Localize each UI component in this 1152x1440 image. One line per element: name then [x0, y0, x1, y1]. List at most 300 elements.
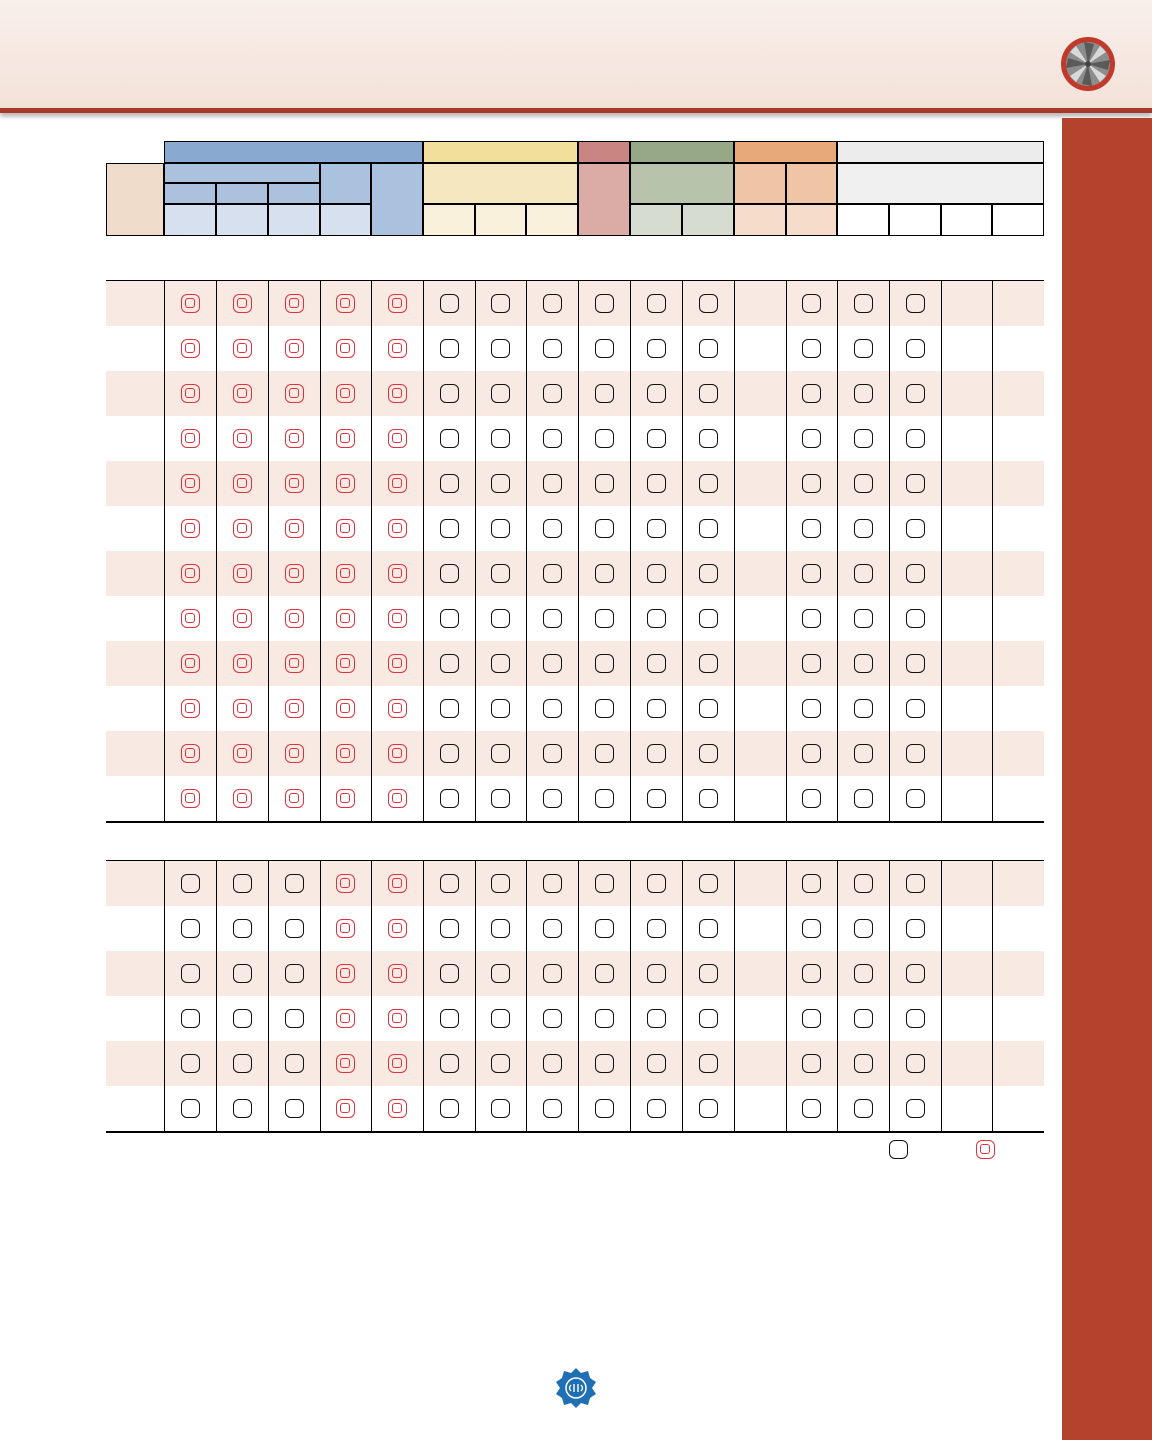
double-rounded-square-icon — [285, 519, 304, 538]
table-row — [106, 996, 1044, 1041]
end-mill-cutter-icon — [1060, 36, 1116, 92]
double-rounded-square-icon — [233, 564, 252, 583]
rounded-square-icon — [647, 919, 666, 938]
rounded-square-icon — [595, 1099, 614, 1118]
double-rounded-square-icon — [233, 744, 252, 763]
rounded-square-icon — [440, 609, 459, 628]
column-divider — [475, 861, 476, 1131]
header-orange-leaf-13 — [786, 204, 837, 236]
double-rounded-square-icon — [181, 474, 200, 493]
table-row — [106, 281, 1044, 326]
header-corner-cell — [106, 163, 164, 236]
rounded-square-icon — [647, 564, 666, 583]
double-rounded-square-icon — [181, 564, 200, 583]
rounded-square-icon — [802, 699, 821, 718]
rounded-square-icon — [595, 1009, 614, 1028]
column-divider — [630, 861, 631, 1131]
rounded-square-icon — [595, 564, 614, 583]
rounded-square-icon — [285, 1099, 304, 1118]
rounded-square-icon — [491, 919, 510, 938]
column-divider — [682, 861, 683, 1131]
rounded-square-icon — [543, 474, 562, 493]
rounded-square-icon — [854, 564, 873, 583]
rounded-square-icon — [285, 964, 304, 983]
double-rounded-square-icon — [233, 609, 252, 628]
double-rounded-square-icon — [336, 1009, 355, 1028]
double-rounded-square-icon — [388, 1054, 407, 1073]
column-divider — [164, 281, 165, 821]
rounded-square-icon — [543, 609, 562, 628]
table-row — [106, 861, 1044, 906]
legend-standard-icon — [889, 1140, 908, 1159]
rounded-square-icon — [595, 744, 614, 763]
rounded-square-icon — [647, 339, 666, 358]
double-rounded-square-icon — [336, 519, 355, 538]
rounded-square-icon — [595, 294, 614, 313]
rounded-square-icon — [647, 654, 666, 673]
rounded-square-icon — [699, 519, 718, 538]
rounded-square-icon — [699, 699, 718, 718]
double-rounded-square-icon — [336, 339, 355, 358]
rounded-square-icon — [491, 609, 510, 628]
double-rounded-square-icon — [285, 429, 304, 448]
double-rounded-square-icon — [336, 919, 355, 938]
rounded-square-icon — [699, 919, 718, 938]
rounded-square-icon — [802, 384, 821, 403]
rounded-square-icon — [543, 519, 562, 538]
table-row — [106, 776, 1044, 821]
rounded-square-icon — [595, 874, 614, 893]
double-rounded-square-icon — [388, 699, 407, 718]
header-orange-sub-12 — [734, 163, 786, 204]
table-row — [106, 686, 1044, 731]
column-divider — [734, 281, 735, 821]
rounded-square-icon — [854, 294, 873, 313]
column-divider — [423, 281, 424, 821]
double-rounded-square-icon — [388, 564, 407, 583]
double-rounded-square-icon — [388, 1099, 407, 1118]
rounded-square-icon — [491, 1099, 510, 1118]
header-green-leaf-10 — [630, 204, 682, 236]
header-steel-col5 — [371, 163, 423, 236]
rounded-square-icon — [802, 919, 821, 938]
rounded-square-icon — [647, 1054, 666, 1073]
header-orange-leaf-12 — [734, 204, 786, 236]
rounded-square-icon — [699, 789, 718, 808]
double-rounded-square-icon — [336, 294, 355, 313]
header-orange-sub-13 — [786, 163, 837, 204]
rounded-square-icon — [440, 1054, 459, 1073]
header-subgroup-yellow — [423, 163, 578, 204]
rounded-square-icon — [647, 789, 666, 808]
rounded-square-icon — [181, 964, 200, 983]
rounded-square-icon — [543, 919, 562, 938]
double-rounded-square-icon — [336, 964, 355, 983]
column-divider — [268, 281, 269, 821]
rounded-square-icon — [491, 519, 510, 538]
rounded-square-icon — [647, 1099, 666, 1118]
table-row — [106, 906, 1044, 951]
rounded-square-icon — [854, 384, 873, 403]
rounded-square-icon — [699, 384, 718, 403]
rounded-square-icon — [647, 384, 666, 403]
double-rounded-square-icon — [181, 654, 200, 673]
double-rounded-square-icon — [285, 294, 304, 313]
rounded-square-icon — [181, 919, 200, 938]
rounded-square-icon — [802, 964, 821, 983]
rounded-square-icon — [647, 744, 666, 763]
rounded-square-icon — [543, 294, 562, 313]
column-divider — [734, 861, 735, 1131]
rounded-square-icon — [647, 874, 666, 893]
rounded-square-icon — [802, 789, 821, 808]
column-divider — [992, 281, 993, 821]
double-rounded-square-icon — [233, 429, 252, 448]
double-rounded-square-icon — [388, 789, 407, 808]
table-row — [106, 1086, 1044, 1131]
rounded-square-icon — [647, 474, 666, 493]
rounded-square-icon — [906, 429, 925, 448]
rounded-square-icon — [440, 1009, 459, 1028]
rounded-square-icon — [440, 919, 459, 938]
double-rounded-square-icon — [233, 339, 252, 358]
double-rounded-square-icon — [336, 874, 355, 893]
column-divider — [371, 281, 372, 821]
rounded-square-icon — [854, 654, 873, 673]
rounded-square-icon — [802, 1054, 821, 1073]
rounded-square-icon — [699, 429, 718, 448]
rounded-square-icon — [285, 1054, 304, 1073]
rounded-square-icon — [233, 1009, 252, 1028]
rounded-square-icon — [285, 919, 304, 938]
double-rounded-square-icon — [233, 474, 252, 493]
rounded-square-icon — [233, 874, 252, 893]
rounded-square-icon — [491, 874, 510, 893]
rounded-square-icon — [440, 654, 459, 673]
header-subgroup-green — [630, 163, 734, 204]
osg-logo — [555, 1367, 597, 1409]
rounded-square-icon — [699, 1054, 718, 1073]
rounded-square-icon — [543, 699, 562, 718]
rounded-square-icon — [802, 874, 821, 893]
rounded-square-icon — [285, 874, 304, 893]
rounded-square-icon — [699, 474, 718, 493]
header-rule — [0, 108, 1152, 113]
rounded-square-icon — [595, 919, 614, 938]
rounded-square-icon — [906, 789, 925, 808]
rounded-square-icon — [854, 964, 873, 983]
double-rounded-square-icon — [233, 654, 252, 673]
rounded-square-icon — [440, 339, 459, 358]
rounded-square-icon — [543, 654, 562, 673]
column-divider — [526, 861, 527, 1131]
rounded-square-icon — [802, 1009, 821, 1028]
rounded-square-icon — [647, 699, 666, 718]
header-steel-leaf-1 — [164, 204, 216, 236]
rounded-square-icon — [595, 384, 614, 403]
column-divider — [941, 281, 942, 821]
double-rounded-square-icon — [336, 654, 355, 673]
double-rounded-square-icon — [181, 744, 200, 763]
rounded-square-icon — [440, 1099, 459, 1118]
header-subgroup-steel — [164, 163, 320, 183]
double-rounded-square-icon — [388, 339, 407, 358]
header-steel-sub-1 — [164, 183, 216, 204]
rounded-square-icon — [440, 294, 459, 313]
rounded-square-icon — [181, 1009, 200, 1028]
double-rounded-square-icon — [336, 384, 355, 403]
double-rounded-square-icon — [285, 699, 304, 718]
rounded-square-icon — [699, 1009, 718, 1028]
rounded-square-icon — [802, 429, 821, 448]
rounded-square-icon — [802, 609, 821, 628]
header-yellow-leaf-8 — [526, 204, 578, 236]
rounded-square-icon — [647, 964, 666, 983]
rounded-square-icon — [854, 474, 873, 493]
rounded-square-icon — [906, 474, 925, 493]
double-rounded-square-icon — [336, 1099, 355, 1118]
double-rounded-square-icon — [285, 609, 304, 628]
header-steel-sub-3 — [268, 183, 320, 204]
rounded-square-icon — [595, 1054, 614, 1073]
double-rounded-square-icon — [285, 564, 304, 583]
rounded-square-icon — [595, 789, 614, 808]
rounded-square-icon — [699, 294, 718, 313]
double-rounded-square-icon — [233, 294, 252, 313]
header-rose-col — [578, 163, 630, 236]
double-rounded-square-icon — [388, 919, 407, 938]
legend-recommended-icon — [976, 1140, 995, 1159]
column-divider — [889, 861, 890, 1131]
rounded-square-icon — [802, 744, 821, 763]
rounded-square-icon — [491, 654, 510, 673]
rounded-square-icon — [699, 609, 718, 628]
rounded-square-icon — [854, 874, 873, 893]
rounded-square-icon — [491, 964, 510, 983]
table-row — [106, 641, 1044, 686]
rounded-square-icon — [595, 609, 614, 628]
double-rounded-square-icon — [285, 654, 304, 673]
column-divider — [216, 861, 217, 1131]
column-divider — [786, 861, 787, 1131]
rounded-square-icon — [543, 874, 562, 893]
rounded-square-icon — [854, 1009, 873, 1028]
rounded-square-icon — [491, 429, 510, 448]
column-divider — [786, 281, 787, 821]
column-divider — [889, 281, 890, 821]
rounded-square-icon — [802, 474, 821, 493]
double-rounded-square-icon — [388, 744, 407, 763]
rounded-square-icon — [543, 744, 562, 763]
rounded-square-icon — [491, 699, 510, 718]
rounded-square-icon — [595, 474, 614, 493]
double-rounded-square-icon — [388, 519, 407, 538]
rounded-square-icon — [906, 519, 925, 538]
section-bottom-rule — [106, 821, 1044, 823]
header-group-yellow — [423, 141, 578, 163]
column-divider — [630, 281, 631, 821]
double-rounded-square-icon — [388, 384, 407, 403]
rounded-square-icon — [440, 564, 459, 583]
double-rounded-square-icon — [181, 384, 200, 403]
column-divider — [371, 861, 372, 1131]
header-steel-sub-2 — [216, 183, 268, 204]
rounded-square-icon — [647, 519, 666, 538]
table-row — [106, 551, 1044, 596]
header-steel-col4 — [320, 163, 371, 204]
rounded-square-icon — [906, 1099, 925, 1118]
double-rounded-square-icon — [388, 654, 407, 673]
rounded-square-icon — [906, 339, 925, 358]
header-green-leaf-11 — [682, 204, 734, 236]
rounded-square-icon — [595, 699, 614, 718]
column-divider — [837, 281, 838, 821]
double-rounded-square-icon — [285, 789, 304, 808]
column-divider — [216, 281, 217, 821]
rounded-square-icon — [854, 519, 873, 538]
rounded-square-icon — [233, 1054, 252, 1073]
double-rounded-square-icon — [181, 339, 200, 358]
header-yellow-leaf-6 — [423, 204, 475, 236]
header-subgroup-grey — [837, 163, 1044, 204]
rounded-square-icon — [491, 789, 510, 808]
double-rounded-square-icon — [233, 384, 252, 403]
rounded-square-icon — [647, 294, 666, 313]
rounded-square-icon — [543, 1009, 562, 1028]
rounded-square-icon — [543, 964, 562, 983]
rounded-square-icon — [491, 1009, 510, 1028]
table-row — [106, 461, 1044, 506]
double-rounded-square-icon — [233, 699, 252, 718]
rounded-square-icon — [491, 384, 510, 403]
header-steel-leaf-3 — [268, 204, 320, 236]
rounded-square-icon — [595, 429, 614, 448]
rounded-square-icon — [906, 1054, 925, 1073]
rounded-square-icon — [440, 789, 459, 808]
column-divider — [423, 861, 424, 1131]
rounded-square-icon — [906, 294, 925, 313]
rounded-square-icon — [440, 874, 459, 893]
rounded-square-icon — [491, 474, 510, 493]
double-rounded-square-icon — [285, 474, 304, 493]
rounded-square-icon — [802, 339, 821, 358]
double-rounded-square-icon — [181, 609, 200, 628]
rounded-square-icon — [181, 874, 200, 893]
header-yellow-leaf-7 — [475, 204, 526, 236]
rounded-square-icon — [440, 699, 459, 718]
header-group-green — [630, 141, 734, 163]
page-header-band — [0, 0, 1152, 108]
table-row — [106, 326, 1044, 371]
rounded-square-icon — [906, 919, 925, 938]
double-rounded-square-icon — [388, 429, 407, 448]
column-divider — [578, 861, 579, 1131]
header-grey-leaf-15 — [889, 204, 941, 236]
double-rounded-square-icon — [233, 789, 252, 808]
double-rounded-square-icon — [285, 744, 304, 763]
rounded-square-icon — [647, 1009, 666, 1028]
column-divider — [320, 281, 321, 821]
rounded-square-icon — [802, 519, 821, 538]
double-rounded-square-icon — [336, 699, 355, 718]
rounded-square-icon — [854, 699, 873, 718]
column-divider — [526, 281, 527, 821]
rounded-square-icon — [491, 294, 510, 313]
rounded-square-icon — [543, 339, 562, 358]
double-rounded-square-icon — [181, 519, 200, 538]
rounded-square-icon — [854, 789, 873, 808]
double-rounded-square-icon — [181, 789, 200, 808]
column-divider — [268, 861, 269, 1131]
rounded-square-icon — [699, 964, 718, 983]
double-rounded-square-icon — [285, 384, 304, 403]
rounded-square-icon — [543, 564, 562, 583]
table-row — [106, 596, 1044, 641]
rounded-square-icon — [802, 654, 821, 673]
rounded-square-icon — [906, 744, 925, 763]
rounded-square-icon — [647, 609, 666, 628]
rounded-square-icon — [491, 564, 510, 583]
column-divider — [578, 281, 579, 821]
double-rounded-square-icon — [181, 699, 200, 718]
column-divider — [320, 861, 321, 1131]
rounded-square-icon — [233, 1099, 252, 1118]
header-steel-leaf-2 — [216, 204, 268, 236]
header-group-grey — [837, 141, 1044, 163]
section-side-tab — [1062, 118, 1152, 1440]
rounded-square-icon — [440, 384, 459, 403]
rounded-square-icon — [440, 519, 459, 538]
double-rounded-square-icon — [233, 519, 252, 538]
rounded-square-icon — [906, 874, 925, 893]
rounded-square-icon — [699, 744, 718, 763]
table-row — [106, 731, 1044, 776]
rounded-square-icon — [181, 1054, 200, 1073]
rounded-square-icon — [802, 1099, 821, 1118]
header-grey-leaf-14 — [837, 204, 889, 236]
rounded-square-icon — [233, 919, 252, 938]
rounded-square-icon — [699, 564, 718, 583]
column-divider — [164, 861, 165, 1131]
rounded-square-icon — [699, 874, 718, 893]
rounded-square-icon — [854, 744, 873, 763]
double-rounded-square-icon — [336, 1054, 355, 1073]
double-rounded-square-icon — [336, 429, 355, 448]
rounded-square-icon — [233, 964, 252, 983]
double-rounded-square-icon — [336, 744, 355, 763]
rounded-square-icon — [854, 1054, 873, 1073]
table-row — [106, 1041, 1044, 1086]
double-rounded-square-icon — [181, 429, 200, 448]
double-rounded-square-icon — [336, 609, 355, 628]
double-rounded-square-icon — [388, 1009, 407, 1028]
rounded-square-icon — [906, 609, 925, 628]
table-row — [106, 951, 1044, 996]
rounded-square-icon — [543, 1054, 562, 1073]
rounded-square-icon — [906, 964, 925, 983]
rounded-square-icon — [802, 294, 821, 313]
column-divider — [992, 861, 993, 1131]
rounded-square-icon — [440, 429, 459, 448]
rounded-square-icon — [543, 1099, 562, 1118]
rounded-square-icon — [491, 744, 510, 763]
rounded-square-icon — [699, 654, 718, 673]
double-rounded-square-icon — [388, 294, 407, 313]
column-divider — [682, 281, 683, 821]
rounded-square-icon — [906, 1009, 925, 1028]
rounded-square-icon — [647, 429, 666, 448]
rounded-square-icon — [440, 474, 459, 493]
